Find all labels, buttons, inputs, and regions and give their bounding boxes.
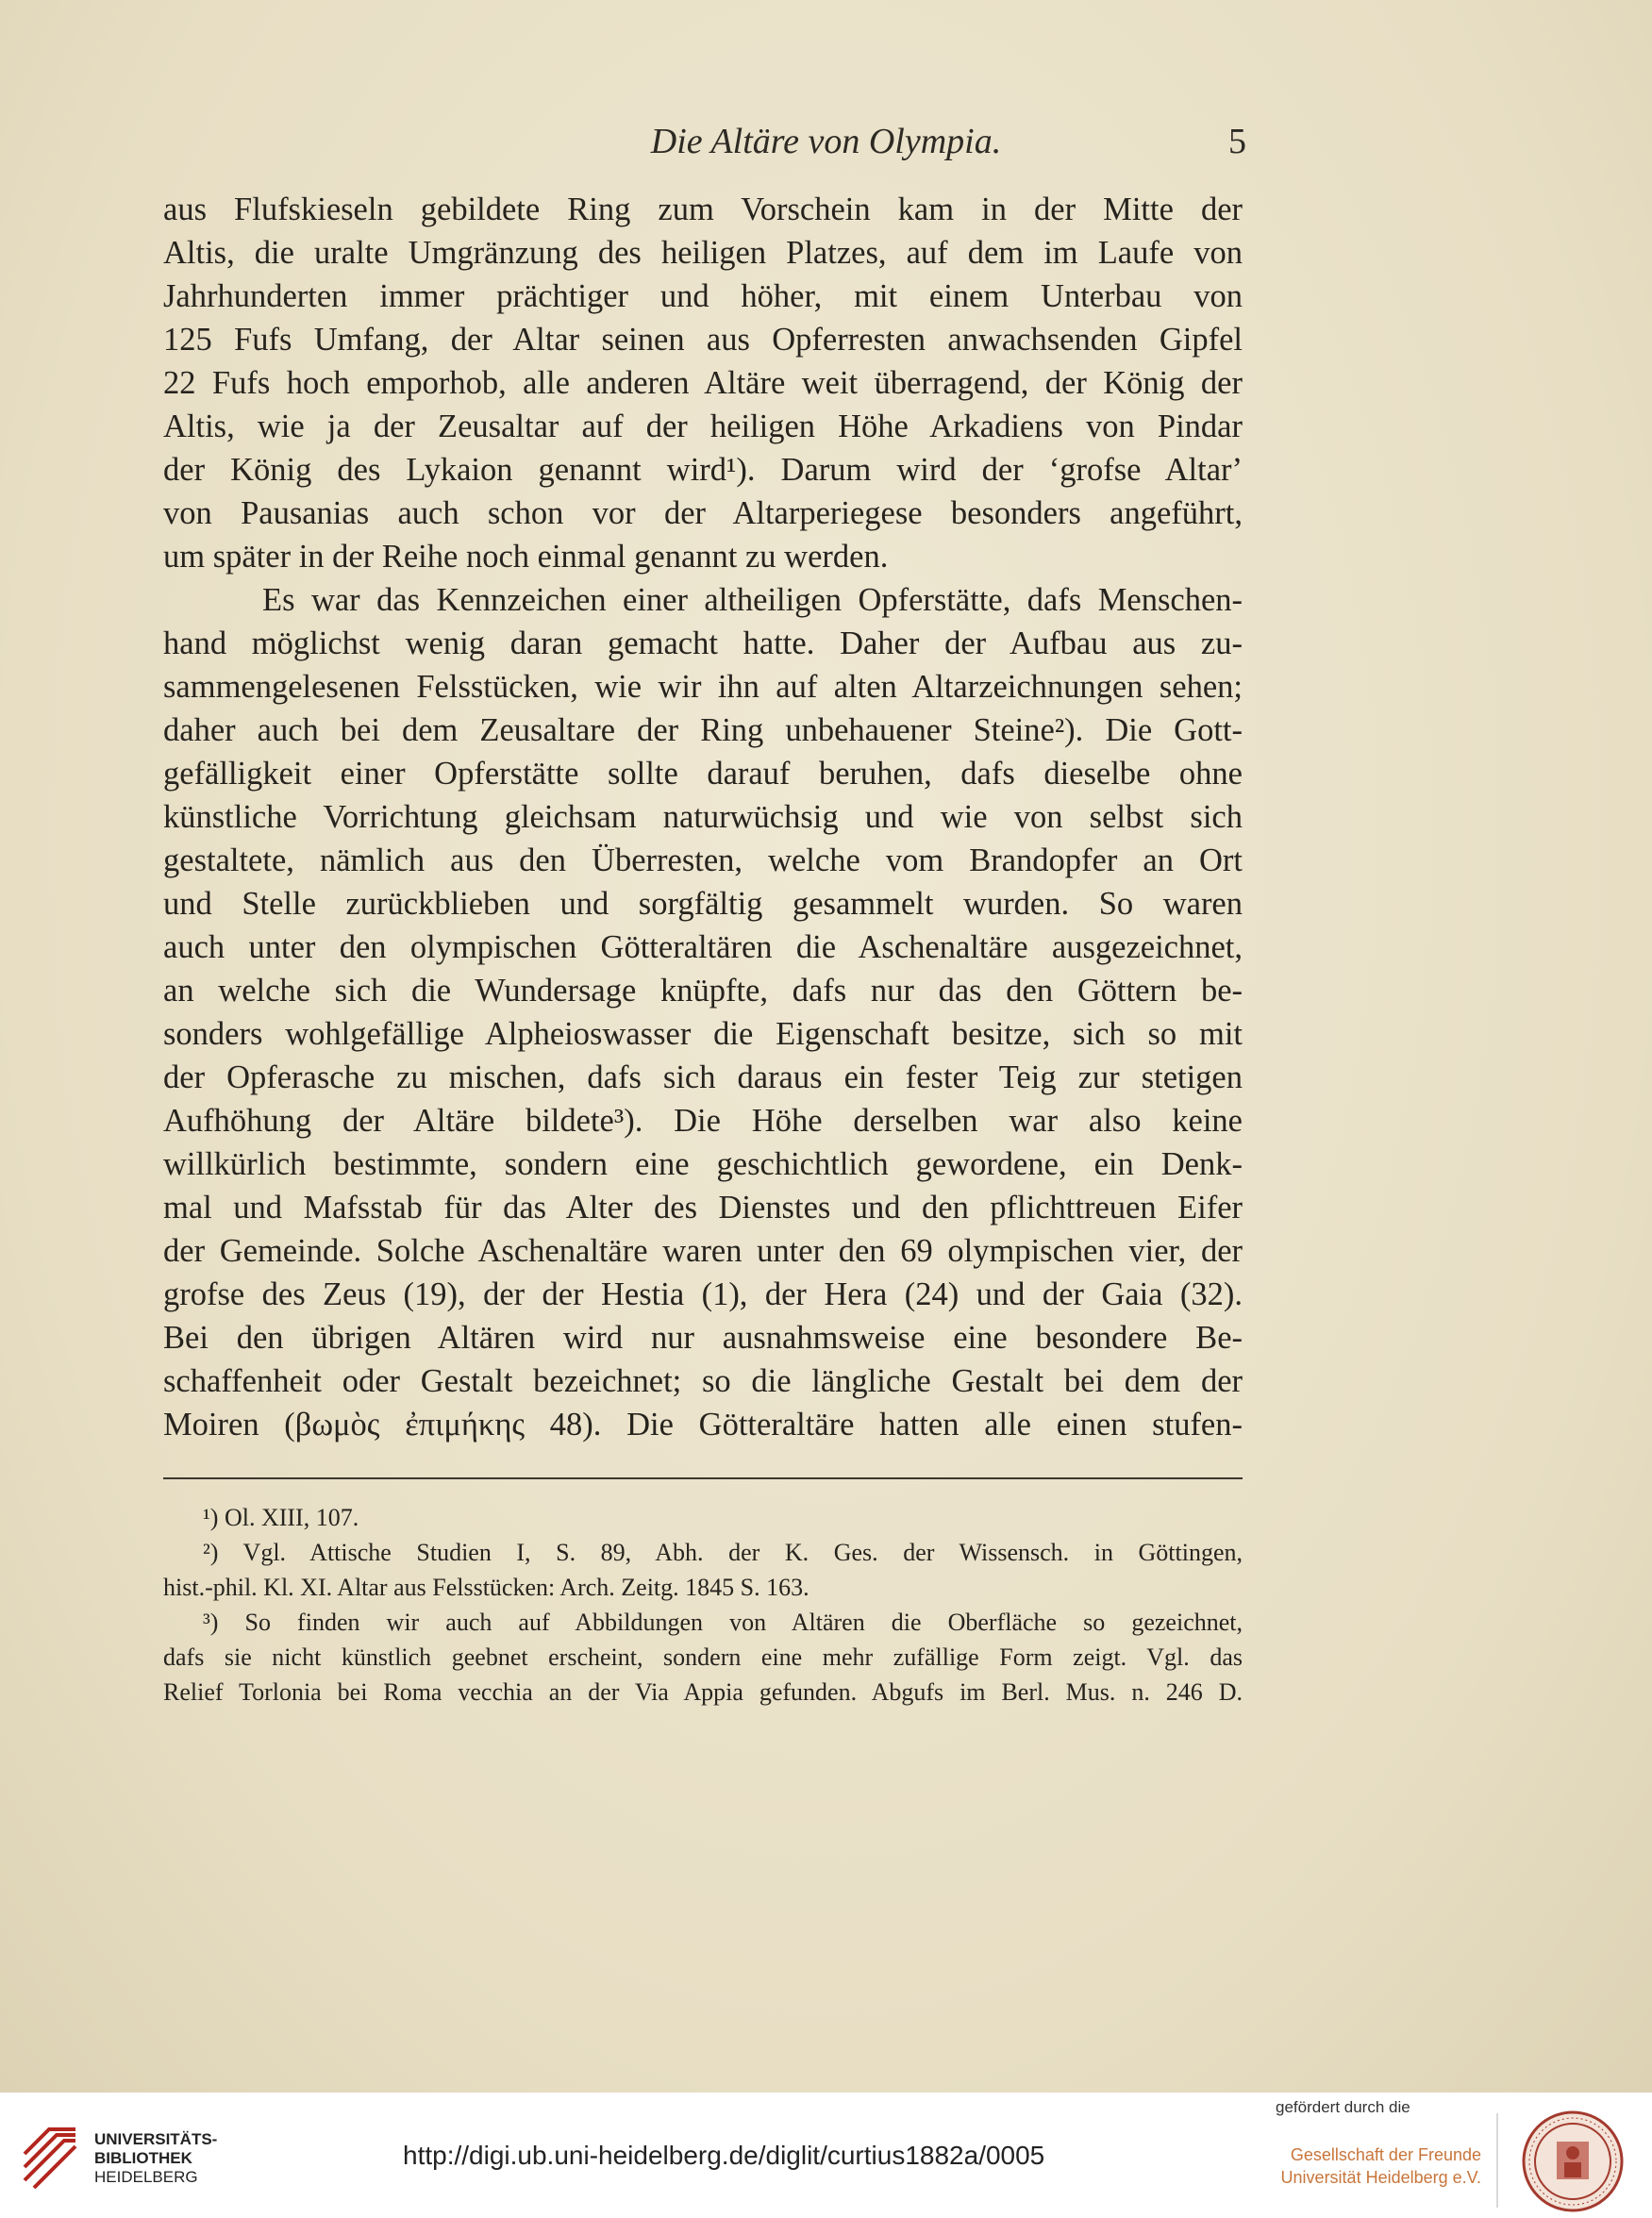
footnote-line: hist.-phil. Kl. XI. Altar aus Felsstücken: Arch. Zeitg. 1845 S. 163. <box>163 1574 809 1601</box>
body-line: Aufhöhung der Altäre bildete³). Die Höhe derselben war also keine <box>163 1103 1243 1139</box>
body-line: 125 Fufs Umfang, der Altar seinen aus Opferresten anwachsenden Gipfel <box>163 322 1243 358</box>
body-line: aus Flufskieseln gebildete Ring zum Vorschein kam in der Mitte der <box>163 192 1243 227</box>
body-line: auch unter den olympischen Götteraltären die Aschenaltäre ausgezeichnet, <box>163 929 1243 965</box>
body-line: Bei den übrigen Altären wird nur ausnahmsweise eine besondere Be- <box>163 1320 1243 1356</box>
sponsor-name <box>1270 2143 1481 2189</box>
library-name <box>94 2130 217 2187</box>
body-line: gefälligkeit einer Opferstätte sollte darauf beruhen, dafs dieselbe ohne <box>163 756 1243 792</box>
footnotes <box>163 1500 1243 1709</box>
footnote-line: dafs sie nicht künstlich geebnet erscheint, sondern eine mehr zufällige Form zeigt. Vgl. das <box>163 1643 1243 1671</box>
body-line: Moiren (βωμὸς ἐπιμήκης 48). Die Götteraltäre hatten alle einen stufen- <box>163 1407 1243 1443</box>
sponsor-label: gefördert durch die <box>1276 2098 1410 2116</box>
university-seal-icon <box>1521 2110 1625 2213</box>
body-line: von Pausanias auch schon vor der Altarperiegese besonders angeführt, <box>163 495 1243 531</box>
body-line: Es war das Kennzeichen einer altheiligen Opferstätte, dafs Menschen- <box>262 582 1243 618</box>
footnote-line: ³) So finden wir auch auf Abbildungen von Altären die Oberfläche so gezeichnet, <box>203 1609 1243 1636</box>
body-line: hand möglichst wenig daran gemacht hatte. Daher der Aufbau aus zu- <box>163 625 1243 661</box>
sponsor-name-line: Gesellschaft der Freunde <box>1290 2145 1481 2164</box>
body-line: Altis, wie ja der Zeusaltar auf der heiligen Höhe Arkadiens von Pindar <box>163 409 1243 444</box>
body-line: 22 Fufs hoch emporhob, alle anderen Altäre weit überragend, der König der <box>163 365 1243 401</box>
page-number: 5 <box>1228 122 1246 161</box>
body-line: gestaltete, nämlich aus den Überresten, welche vom Brandopfer an Ort <box>163 842 1243 878</box>
body-line: sammengelesenen Felsstücken, wie wir ihn auf alten Altarzeichnungen sehen; <box>163 669 1243 705</box>
library-name-line: BIBLIOTHEK <box>94 2149 192 2167</box>
footnote-divider <box>163 1477 1243 1479</box>
footnote-line: ²) Vgl. Attische Studien I, S. 89, Abh. der K. Ges. der Wissensch. in Göttingen, <box>203 1539 1243 1566</box>
body-line: schaffenheit oder Gestalt bezeichnet; so die längliche Gestalt bei dem der <box>163 1363 1243 1399</box>
body-line: der Opferasche zu mischen, dafs sich daraus ein fester Teig zur stetigen <box>163 1059 1243 1095</box>
body-line: Jahrhunderten immer prächtiger und höher, mit einem Unterbau von <box>163 278 1243 314</box>
body-line: sonders wohlgefällige Alpheioswasser die Eigenschaft besitze, sich so mit <box>163 1016 1243 1052</box>
sponsor-name-line: Universität Heidelberg e.V. <box>1280 2168 1481 2187</box>
library-name-line: HEIDELBERG <box>94 2168 198 2186</box>
body-line: Altis, die uralte Umgränzung des heiligen Platzes, auf dem im Laufe von <box>163 235 1243 271</box>
body-text <box>163 188 1243 1446</box>
body-line: an welche sich die Wundersage knüpfte, dafs nur das den Göttern be- <box>163 973 1243 1009</box>
library-name-line: UNIVERSITÄTS- <box>94 2130 218 2148</box>
footnote-line: ¹) Ol. XIII, 107. <box>203 1504 359 1531</box>
body-line: der Gemeinde. Solche Aschenaltäre waren unter den 69 olympischen vier, der <box>163 1233 1243 1269</box>
body-line: willkürlich bestimmte, sondern eine geschichtlich gewordene, ein Denk- <box>163 1146 1243 1182</box>
running-head-title: Die Altäre von Olympia. <box>650 122 1002 161</box>
body-line: um später in der Reihe noch einmal genannt zu werden. <box>163 539 889 575</box>
body-line: und Stelle zurückblieben und sorgfältig gesammelt wurden. So waren <box>163 886 1243 922</box>
document-url-link[interactable]: http://digi.ub.uni-heidelberg.de/diglit/curtius1882a/0005 <box>403 2141 1045 2170</box>
body-line: mal und Mafsstab für das Alter des Dienstes und den pflichttreuen Eifer <box>163 1190 1243 1226</box>
body-line: grofse des Zeus (19), der der Hestia (1), der Hera (24) und der Gaia (32). <box>163 1276 1243 1312</box>
footnote-line: Relief Torlonia bei Roma vecchia an der Via Appia gefunden. Abgufs im Berl. Mus. n. 246 D. <box>163 1678 1243 1706</box>
sponsor-divider <box>1496 2113 1498 2208</box>
body-line: daher auch bei dem Zeusaltare der Ring unbehauener Steine²). Die Gott- <box>163 712 1243 748</box>
body-line: künstliche Vorrichtung gleichsam naturwüchsig und wie von selbst sich <box>163 799 1243 835</box>
university-library-logo-icon[interactable] <box>21 2126 79 2190</box>
body-line: der König des Lykaion genannt wird¹). Darum wird der ʻgrofse Altarʼ <box>163 452 1243 488</box>
